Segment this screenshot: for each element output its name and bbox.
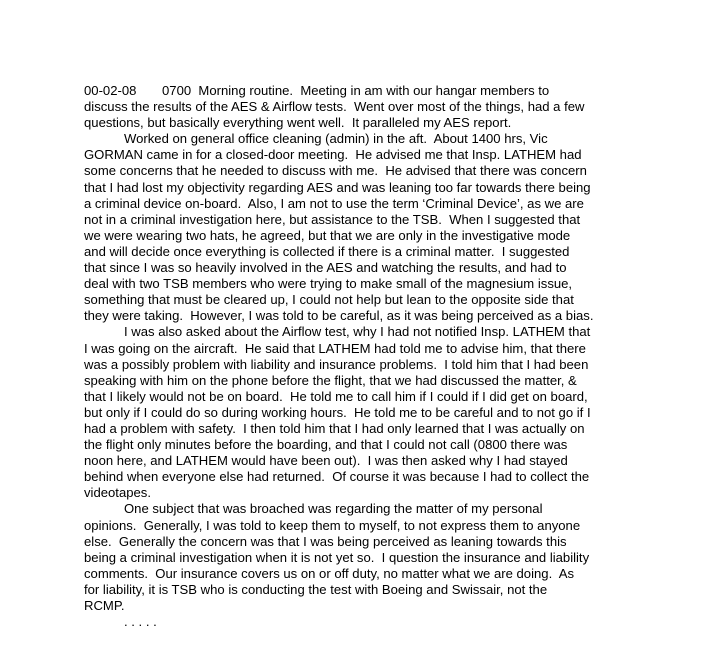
text-line: had a problem with safety. I then told him that I had only learned that I was actually on — [84, 420, 585, 436]
text-line: Worked on general office cleaning (admin) in the aft. About 1400 hrs, Vic — [124, 131, 548, 147]
text-line: RCMP. — [84, 598, 125, 613]
text-line: that I likely would not be on board. He told me to call him if I could if I did get on board, — [84, 388, 588, 404]
text-line: questions, but basically everything went well. It paralleled my AES report. — [84, 115, 512, 131]
text-line: not in a criminal investigation here, but assistance to the TSB. When I suggested that — [84, 211, 581, 227]
text-line: discuss the results of the AES & Airflow tests. Went over most of the things, had a few — [84, 99, 585, 115]
paragraph-start-line — [84, 131, 664, 147]
text-line: being a criminal investigation when it is not yet so. I question the insurance and liability — [84, 549, 590, 565]
entry-time: 0700 — [162, 83, 192, 98]
entry-date: 00-02-08 — [84, 83, 137, 98]
text-line: comments. Our insurance covers us on or off duty, no matter what we are doing. As — [84, 565, 575, 581]
text-line: the flight only minutes before the boarding, and that I could not call (0800 there was — [84, 437, 568, 453]
text-line: for liability, it is TSB who is conducting the test with Boeing and Swissair, not the — [84, 581, 548, 597]
text-line: videotapes. — [84, 485, 151, 501]
ellipsis: . . . . . — [124, 614, 157, 630]
entry-header-line — [84, 83, 664, 99]
text-line: deal with two TSB members who were trying to make small of the magnesium issue, — [84, 276, 573, 292]
text-line: else. Generally the concern was that I was being perceived as leaning towards this — [84, 533, 567, 549]
text-line: One subject that was broached was regarding the matter of my personal — [124, 501, 543, 517]
text-line: but only if I could do so during working hours. He told me to be careful and to not go if I — [84, 404, 591, 420]
text-line: behind when everyone else had returned. Of course it was because I had to collect the — [84, 469, 590, 485]
text-line: and will decide once everything is collected if there is a criminal matter. I suggested — [84, 243, 570, 259]
text-line: opinions. Generally, I was told to keep them to myself, to not express them to anyone — [84, 517, 581, 533]
text-line: speaking with him on the phone before the flight, that we had discussed the matter, & — [84, 372, 577, 388]
text-line: Morning routine. Meeting in am with our hangar members to — [198, 83, 550, 98]
text-line: that since I was so heavily involved in the AES and watching the results, and had to — [84, 260, 567, 276]
text-line: I was also asked about the Airflow test, why I had not notified Insp. LATHEM that — [124, 324, 591, 340]
text-line: something that must be cleared up, I could not help but lean to the opposite side that — [84, 292, 574, 308]
text-line: a criminal device on-board. Also, I am not to use the term ‘Criminal Device’, as we are — [84, 195, 584, 211]
text-line: I was going on the aircraft. He said that LATHEM had told me to advise him, that there — [84, 340, 586, 356]
text-line: some concerns that he needed to discuss with me. He advised that there was concern — [84, 163, 587, 179]
text-line: they were taking. However, I was told to be careful, as it was being perceived as a bias. — [84, 308, 594, 324]
text-line: was a possibly problem with liability and insurance problems. I told him that I had been — [84, 356, 589, 372]
text-line: noon here, and LATHEM would have been out). I was then asked why I had stayed — [84, 453, 568, 469]
journal-entry — [84, 83, 664, 630]
text-line: GORMAN came in for a closed-door meeting. He advised me that Insp. LATHEM had — [84, 147, 582, 163]
text-line: we were wearing two hats, he agreed, but that we are only in the investigative mode — [84, 227, 571, 243]
text-line: that I had lost my objectivity regarding AES and was leaning too far towards there being — [84, 179, 591, 195]
paragraph-start-line — [84, 324, 664, 340]
ellipsis-line — [84, 614, 664, 630]
paragraph-start-line — [84, 501, 664, 517]
